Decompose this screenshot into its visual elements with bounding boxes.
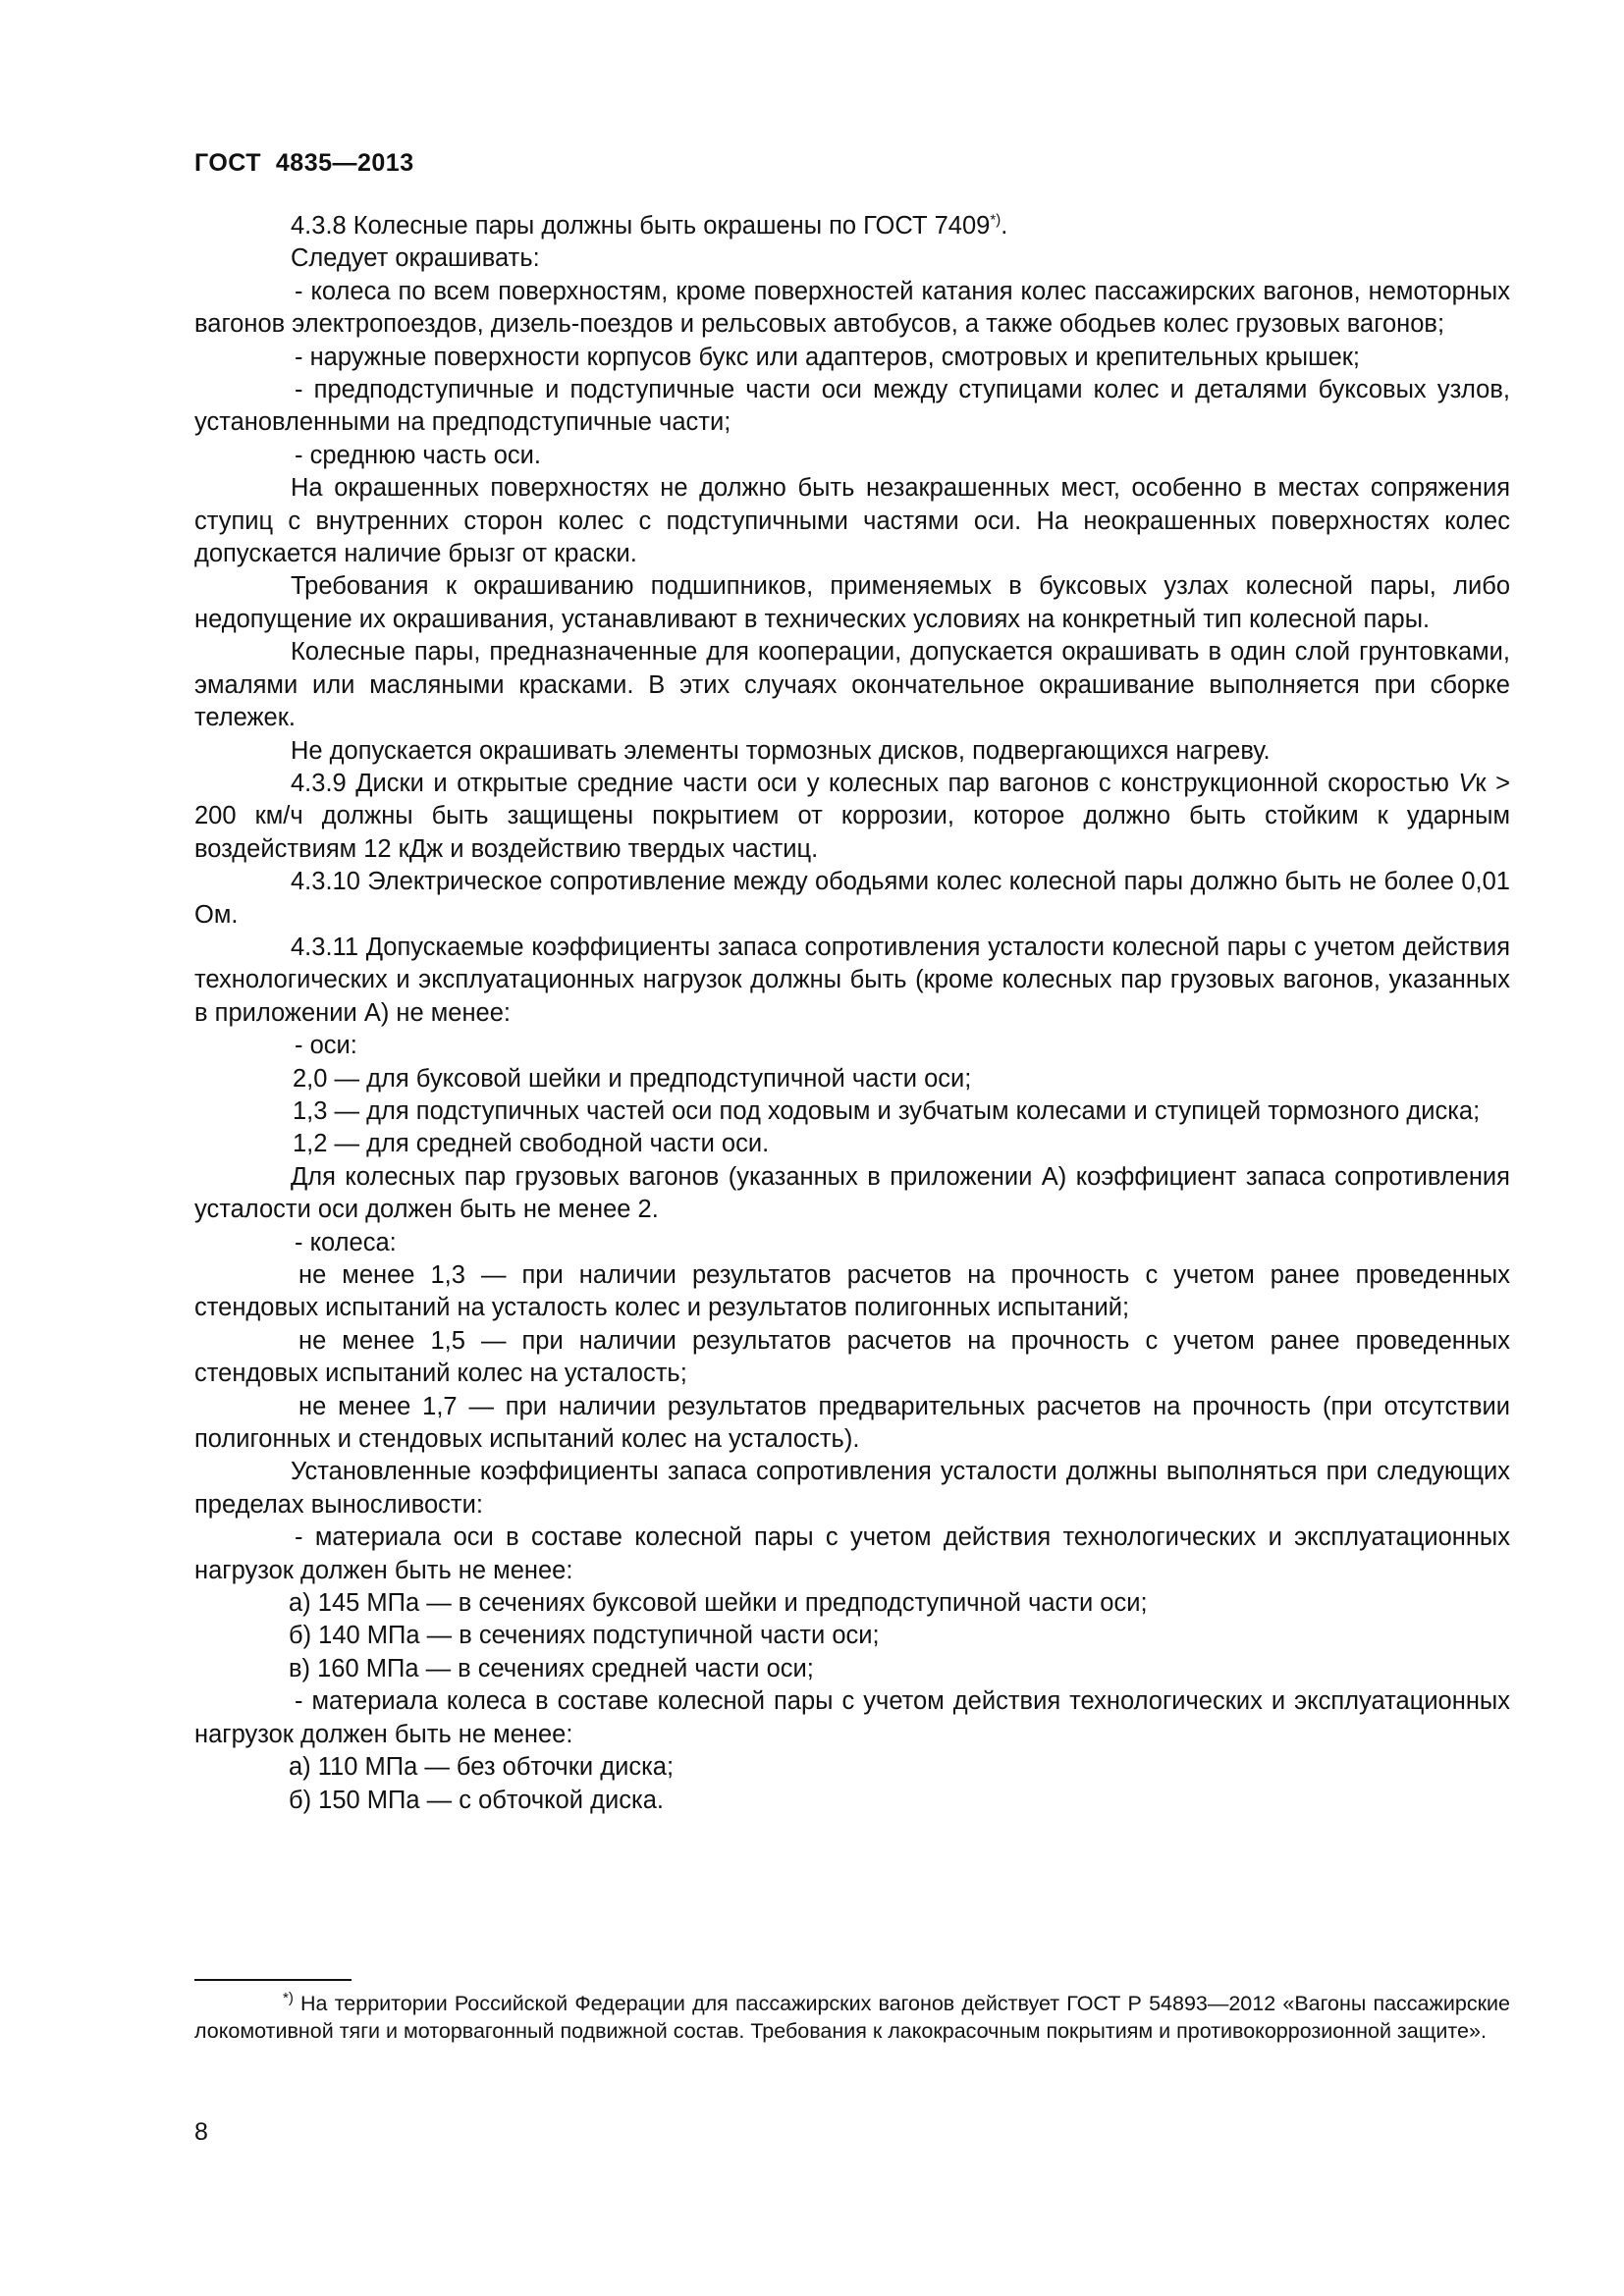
page-number: 8: [194, 2118, 208, 2146]
list-item: б) 140 МПа — в сечениях подступичной части оси;: [289, 1622, 880, 1650]
list-item: - колеса:: [295, 1228, 397, 1256]
list-item: - среднюю часть оси.: [295, 441, 541, 469]
list-item: в) 160 МПа — в сечениях средней части оси;: [289, 1654, 814, 1682]
footnote-reference[interactable]: *): [990, 211, 1001, 229]
body-text: [194, 210, 1510, 1817]
list-item: 1,2 — для средней свободной части оси.: [293, 1130, 770, 1158]
paragraph: Установленные коэффициенты запаса сопротивления усталости должны выполняться при следующих пределах выносливости:: [194, 1458, 1510, 1519]
list-item: а) 110 МПа — без обточки диска;: [289, 1753, 675, 1782]
list-item: б) 150 МПа — с обточкой диска.: [289, 1786, 664, 1814]
page-header-standard: ГОСТ 4835—2013: [194, 149, 414, 177]
paragraph: 4.3.11 Допускаемые коэффициенты запаса сопротивления усталости колесной пары с учетом действия технологических и эксплуатационных нагрузок должны быть (кроме колесных пар грузовых вагонов, указанных в приложении А) не менее:: [194, 933, 1510, 1027]
list-item: - оси:: [295, 1032, 357, 1060]
list-item: - материала оси в составе колесной пары с учетом действия технологических и эксплуатационных нагрузок должен быть не менее:: [194, 1523, 1510, 1584]
paragraph: Для колесных пар грузовых вагонов (указанных в приложении А) коэффициент запаса сопротивления усталости оси должен быть не менее 2.: [194, 1162, 1510, 1224]
list-item: не менее 1,7 — при наличии результатов предварительных расчетов на прочность (при отсутствии полигонных и стендовых испытаний колес на усталость).: [194, 1392, 1510, 1454]
list-item: - колеса по всем поверхностям, кроме поверхностей катания колес пассажирских вагонов, немоторных вагонов электропоездов, дизель-поездов и рельсовых автобусов, а также ободьев колес грузовых вагонов;: [194, 277, 1510, 339]
paragraph: На окрашенных поверхностях не должно быть незакрашенных мест, особенно в местах сопряжения ступиц с внутренних сторон колес с подступичными частями оси. На неокрашенных поверхностях колес допускается наличие брызг от краски.: [194, 474, 1510, 568]
list-item: не менее 1,5 — при наличии результатов расчетов на прочность с учетом ранее проведенных стендовых испытаний колес на усталость;: [194, 1326, 1510, 1388]
footnote-text: На территории Российской Федерации для пассажирских вагонов действует ГОСТ Р 54893—2012 «Вагоны пассажирские локомотивной тяги и моторвагонный подвижной состав. Требования к лакокрасочным покрытиям и противокоррозионной защите».: [194, 1992, 1510, 2043]
list-item: - материала колеса в составе колесной пары с учетом действия технологических и эксплуатационных нагрузок должен быть не менее:: [194, 1687, 1510, 1748]
list-item: а) 145 МПа — в сечениях буксовой шейки и предподступичной части оси;: [289, 1589, 1148, 1618]
list-item: не менее 1,3 — при наличии результатов расчетов на прочность с учетом ранее проведенных стендовых испытаний на усталость колес и результатов полигонных испытаний;: [194, 1261, 1510, 1322]
paragraph: 4.3.10 Электрическое сопротивление между ободьями колес колесной пары должно быть не более 0,01 Ом.: [194, 868, 1510, 929]
paragraph: Следует окрашивать:: [291, 244, 540, 273]
paragraph: Не допускается окрашивать элементы тормозных дисков, подвергающихся нагреву.: [291, 736, 1271, 765]
list-item: - предподступичные и подступичные части оси между ступицами колес и деталями буксовых узлов, установленными на предподступичные части;: [194, 376, 1510, 437]
paragraph: 4.3.9 Диски и открытые средние части оси у колесных пар вагонов с конструкционной скоростью Vк > 200 км/ч должны быть защищены покрытием от коррозии, которое должно быть стойким к ударным воздействиям 12 кДж и воздействию твердых частиц.: [194, 769, 1510, 863]
footnote: [194, 1990, 1510, 2045]
list-item: 1,3 — для подступичных частей оси под ходовым и зубчатым колесами и ступицей тормозного диска;: [293, 1096, 1481, 1125]
paragraph: Колесные пары, предназначенные для кооперации, допускается окрашивать в один слой грунтовками, эмалями или масляными красками. В этих случаях окончательное окрашивание выполняется при сборке тележек.: [194, 638, 1510, 732]
footnote-marker: *): [283, 1989, 294, 2006]
footnote-divider: [194, 1979, 352, 1981]
list-item: - наружные поверхности корпусов букс или адаптеров, смотровых и крепительных крышек;: [295, 343, 1361, 371]
paragraph: 4.3.8 Колесные пары должны быть окрашены по ГОСТ 7409*).: [291, 211, 1008, 240]
paragraph: Требования к окрашиванию подшипников, применяемых в буксовых узлах колесной пары, либо недопущение их окрашивания, устанавливают в технических условиях на конкретный тип колесной пары.: [194, 572, 1510, 633]
list-item: 2,0 — для буксовой шейки и предподступичной части оси;: [293, 1064, 972, 1093]
